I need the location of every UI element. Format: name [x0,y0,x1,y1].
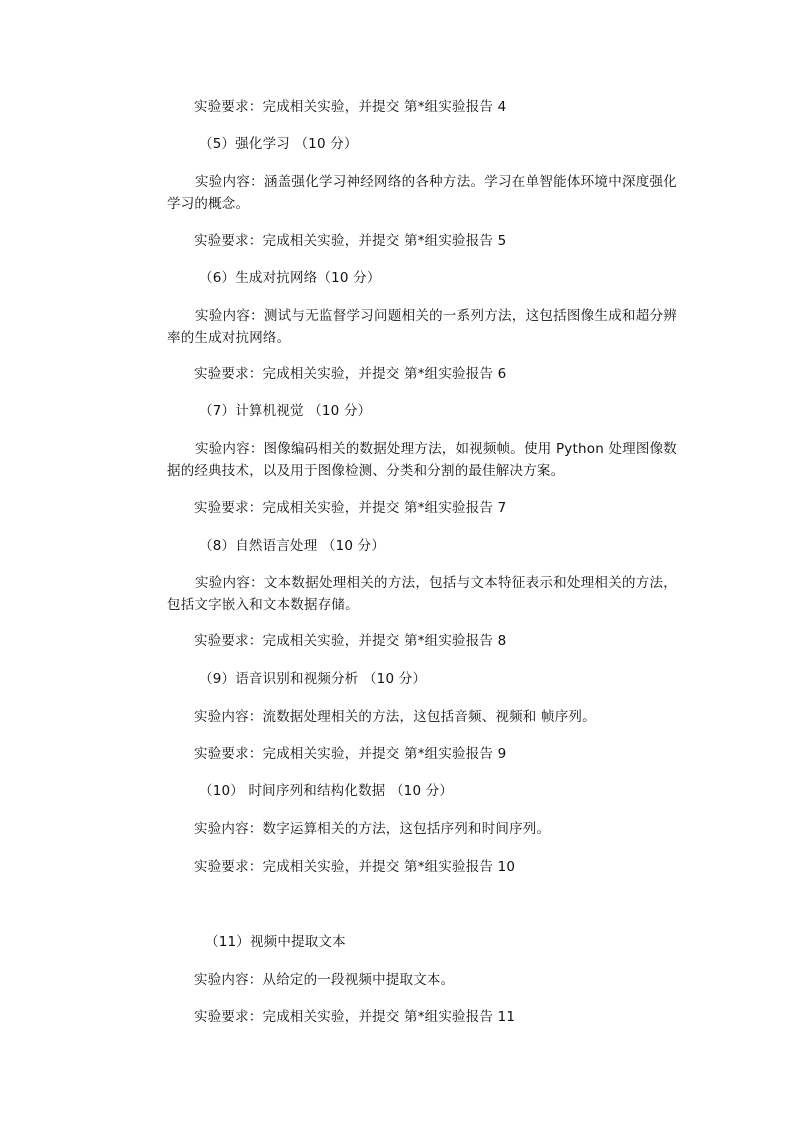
requirement-5: 实验要求：完成相关实验，并提交 第*组实验报告 5 [194,233,507,249]
content-5: 实验内容：涵盖强化学习神经网络的各种方法。学习在单智能体环境中深度强化学习的概念。 [167,174,677,212]
requirement-10: 实验要求：完成相关实验，并提交 第*组实验报告 10 [194,859,516,875]
content-8: 实验内容：文本数据处理相关的方法，包括与文本特征表示和处理相关的方法，包括文字嵌入和文本数据存储。 [167,575,677,613]
content-9: 实验内容：流数据处理相关的方法，这包括音频、视频和 帧序列。 [194,709,596,725]
requirement-6: 实验要求：完成相关实验，并提交 第*组实验报告 6 [194,366,507,382]
requirement-8: 实验要求：完成相关实验，并提交 第*组实验报告 8 [194,633,507,649]
requirement-4: 实验要求：完成相关实验，并提交 第*组实验报告 4 [194,99,507,115]
content-6: 实验内容：测试与无监督学习问题相关的一系列方法，这包括图像生成和超分辨率的生成对抗网络。 [167,308,677,346]
heading-5-reinforcement-learning: （5）强化学习 （10 分） [199,136,358,152]
heading-11-video-text: （11）视频中提取文本 [205,934,346,950]
heading-10-time-series: （10） 时间序列和结构化数据 （10 分） [199,783,454,799]
content-11: 实验内容：从给定的一段视频中提取文本。 [194,972,455,988]
heading-9-speech-video: （9）语音识别和视频分析 （10 分） [199,671,427,687]
requirement-11: 实验要求：完成相关实验，并提交 第*组实验报告 11 [194,1009,516,1025]
heading-8-nlp: （8）自然语言处理 （10 分） [199,538,386,554]
content-7: 实验内容：图像编码相关的数据处理方法，如视频帧。使用 Python 处理图像数据的经典技术，以及用于图像检测、分类和分割的最佳解决方案。 [167,441,677,479]
content-10: 实验内容：数字运算相关的方法，这包括序列和时间序列。 [194,821,551,837]
requirement-7: 实验要求：完成相关实验，并提交 第*组实验报告 7 [194,500,507,516]
heading-6-gan: （6）生成对抗网络（10 分） [199,270,381,286]
heading-7-computer-vision: （7）计算机视觉 （10 分） [199,403,372,419]
requirement-9: 实验要求：完成相关实验，并提交 第*组实验报告 9 [194,746,507,762]
